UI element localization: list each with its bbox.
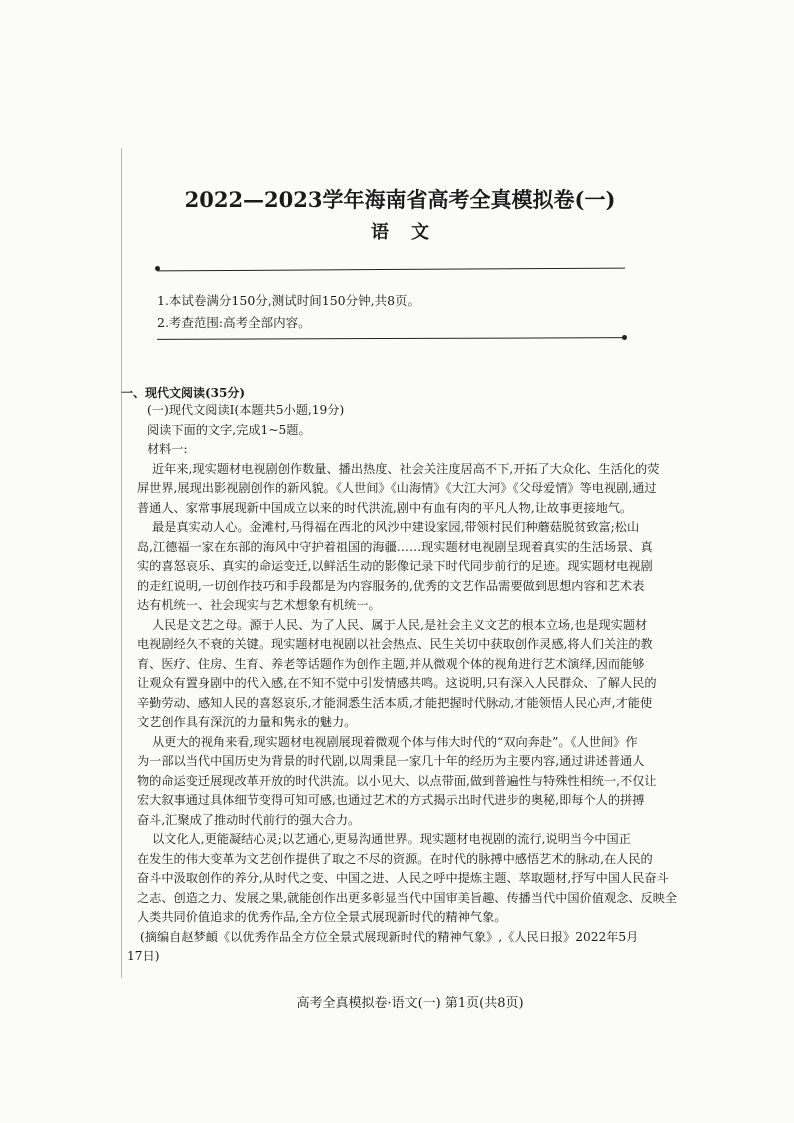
passage-line: 普通人、家常事展现新中国成立以来的时代洪流,剧中有血有肉的平凡人物,让故事更接地气。 — [137, 500, 633, 515]
passage-line: 奋斗中汲取创作的养分,从时代之变、中国之进、人民之呼中提炼主题、萃取题材,抒写中国人民奋斗 — [137, 871, 669, 885]
passage-line: (一)现代文阅读Ⅰ(本题共5小题,19分) — [147, 403, 345, 417]
instruction-note-1: 1.本试卷满分150分,测试时间150分钟,共8页。 — [157, 293, 421, 308]
passage-line: (摘编自赵梦頔《以优秀作品全方位全景式展现新时代的精神气象》,《人民日报》2022年5月 — [140, 929, 639, 944]
passage-line: 达有机统一、社会现实与艺术想象有机统一。 — [137, 598, 381, 612]
passage-line: 从更大的视角来看,现实题材电视剧展现着微观个体与伟大时代的“双向奔赴”。《人世间》作 — [152, 734, 638, 749]
passage-line: 辛勤劳动、感知人民的喜怒哀乐,才能洞悉生活本质,才能把握时代脉动,才能领悟人民心声,才能使 — [137, 695, 653, 710]
passage-line: 奋斗,汇聚成了推动时代前行的强大合力。 — [137, 812, 361, 827]
instruction-note-2: 2.考查范围:高考全部内容。 — [157, 315, 311, 330]
divider-top — [157, 268, 625, 272]
page-footer: 高考全真模拟卷·语文(一) 第1页(共8页) — [296, 996, 524, 1011]
passage-line: 的走红说明,一切创作技巧和手段都是为内容服务的,优秀的文艺作品需要做到思想内容和艺术表 — [137, 578, 645, 593]
passage-line: 屏世界,展现出影视剧创作的新风貌。《人世间》《山海情》《大江大河》《父母爱情》等电视剧,通过 — [137, 481, 657, 495]
section-heading: 一、现代文阅读(35分) — [121, 386, 246, 400]
passage-line: 近年来,现实题材电视剧创作数量、播出热度、社会关注度居高不下,开拓了大众化、生活化的荧 — [152, 461, 660, 476]
passage-line: 人民是文艺之母。源于人民、为了人民、属于人民,是社会主义文艺的根本立场,也是现实题材 — [152, 617, 648, 632]
passage-line: 宏大叙事通过具体细节变得可知可感,也通过艺术的方式揭示出时代进步的奥秘,即每个人的拼搏 — [137, 793, 645, 807]
passage-line: 在发生的伟大变革为文艺创作提供了取之不尽的资源。在时代的脉搏中感悟艺术的脉动,在人民的 — [137, 851, 653, 866]
subject-title: 语文 — [371, 222, 451, 243]
passage-line: 材料一: — [147, 442, 188, 456]
passage-line: 为一部以当代中国历史为背景的时代剧,以周秉昆一家几十年的经历为主要内容,通过讲述普通人 — [137, 754, 645, 768]
passage-line: 育、医疗、住房、生育、养老等话题作为创作主题,并从微观个体的视角进行艺术演绎,因而能够 — [137, 656, 645, 671]
passage-line: 物的命运变迁展现改革开放的时代洪流。以小见大、以点带面,做到普遍性与特殊性相统一,不仅让 — [137, 773, 657, 788]
divider-bottom — [157, 337, 625, 340]
passage-line: 让观众有置身剧中的代入感,在不知不觉中引发情感共鸣。这说明,只有深入人民群众、了解人民的 — [137, 676, 657, 690]
passage-line: 实的喜怒哀乐、真实的命运变迁,以鲜活生动的影像记录下时代同步前行的足迹。现实题材电视剧 — [137, 559, 653, 573]
passage-line: 最是真实动人心。金滩村,马得福在西北的风沙中建设家园,带领村民们种蘑菇脱贫致富;松山 — [152, 520, 640, 534]
passage-line: 人类共同价值追求的优秀作品,全方位全景式展现新时代的精神气象。 — [137, 910, 507, 924]
exam-title: 2022—2023学年海南省高考全真模拟卷(一) — [184, 187, 616, 212]
binding-margin-line — [121, 148, 122, 978]
passage-line: 电视剧经久不衰的关键。现实题材电视剧以社会热点、民生关切中获取创作灵感,将人们关注的教 — [137, 637, 653, 651]
passage-line: 以文化人,更能凝结心灵;以艺通心,更易沟通世界。现实题材电视剧的流行,说明当今中国正 — [152, 832, 631, 846]
passage-line: 岛,江德福一家在东部的海风中守护着祖国的海疆……现实题材电视剧呈现着真实的生活场景、真 — [137, 539, 653, 554]
passage-line: 之志、创造之力、发展之果,就能创作出更多彰显当代中国审美旨趣、传播当代中国价值观念、反映全 — [137, 890, 678, 905]
passage-line: 文艺创作具有深沉的力量和隽永的魅力。 — [137, 715, 357, 729]
passage-line: 阅读下面的文字,完成1~5题。 — [147, 422, 311, 437]
rule-dot-bottom — [622, 335, 627, 340]
passage-line: 17日) — [127, 949, 160, 963]
